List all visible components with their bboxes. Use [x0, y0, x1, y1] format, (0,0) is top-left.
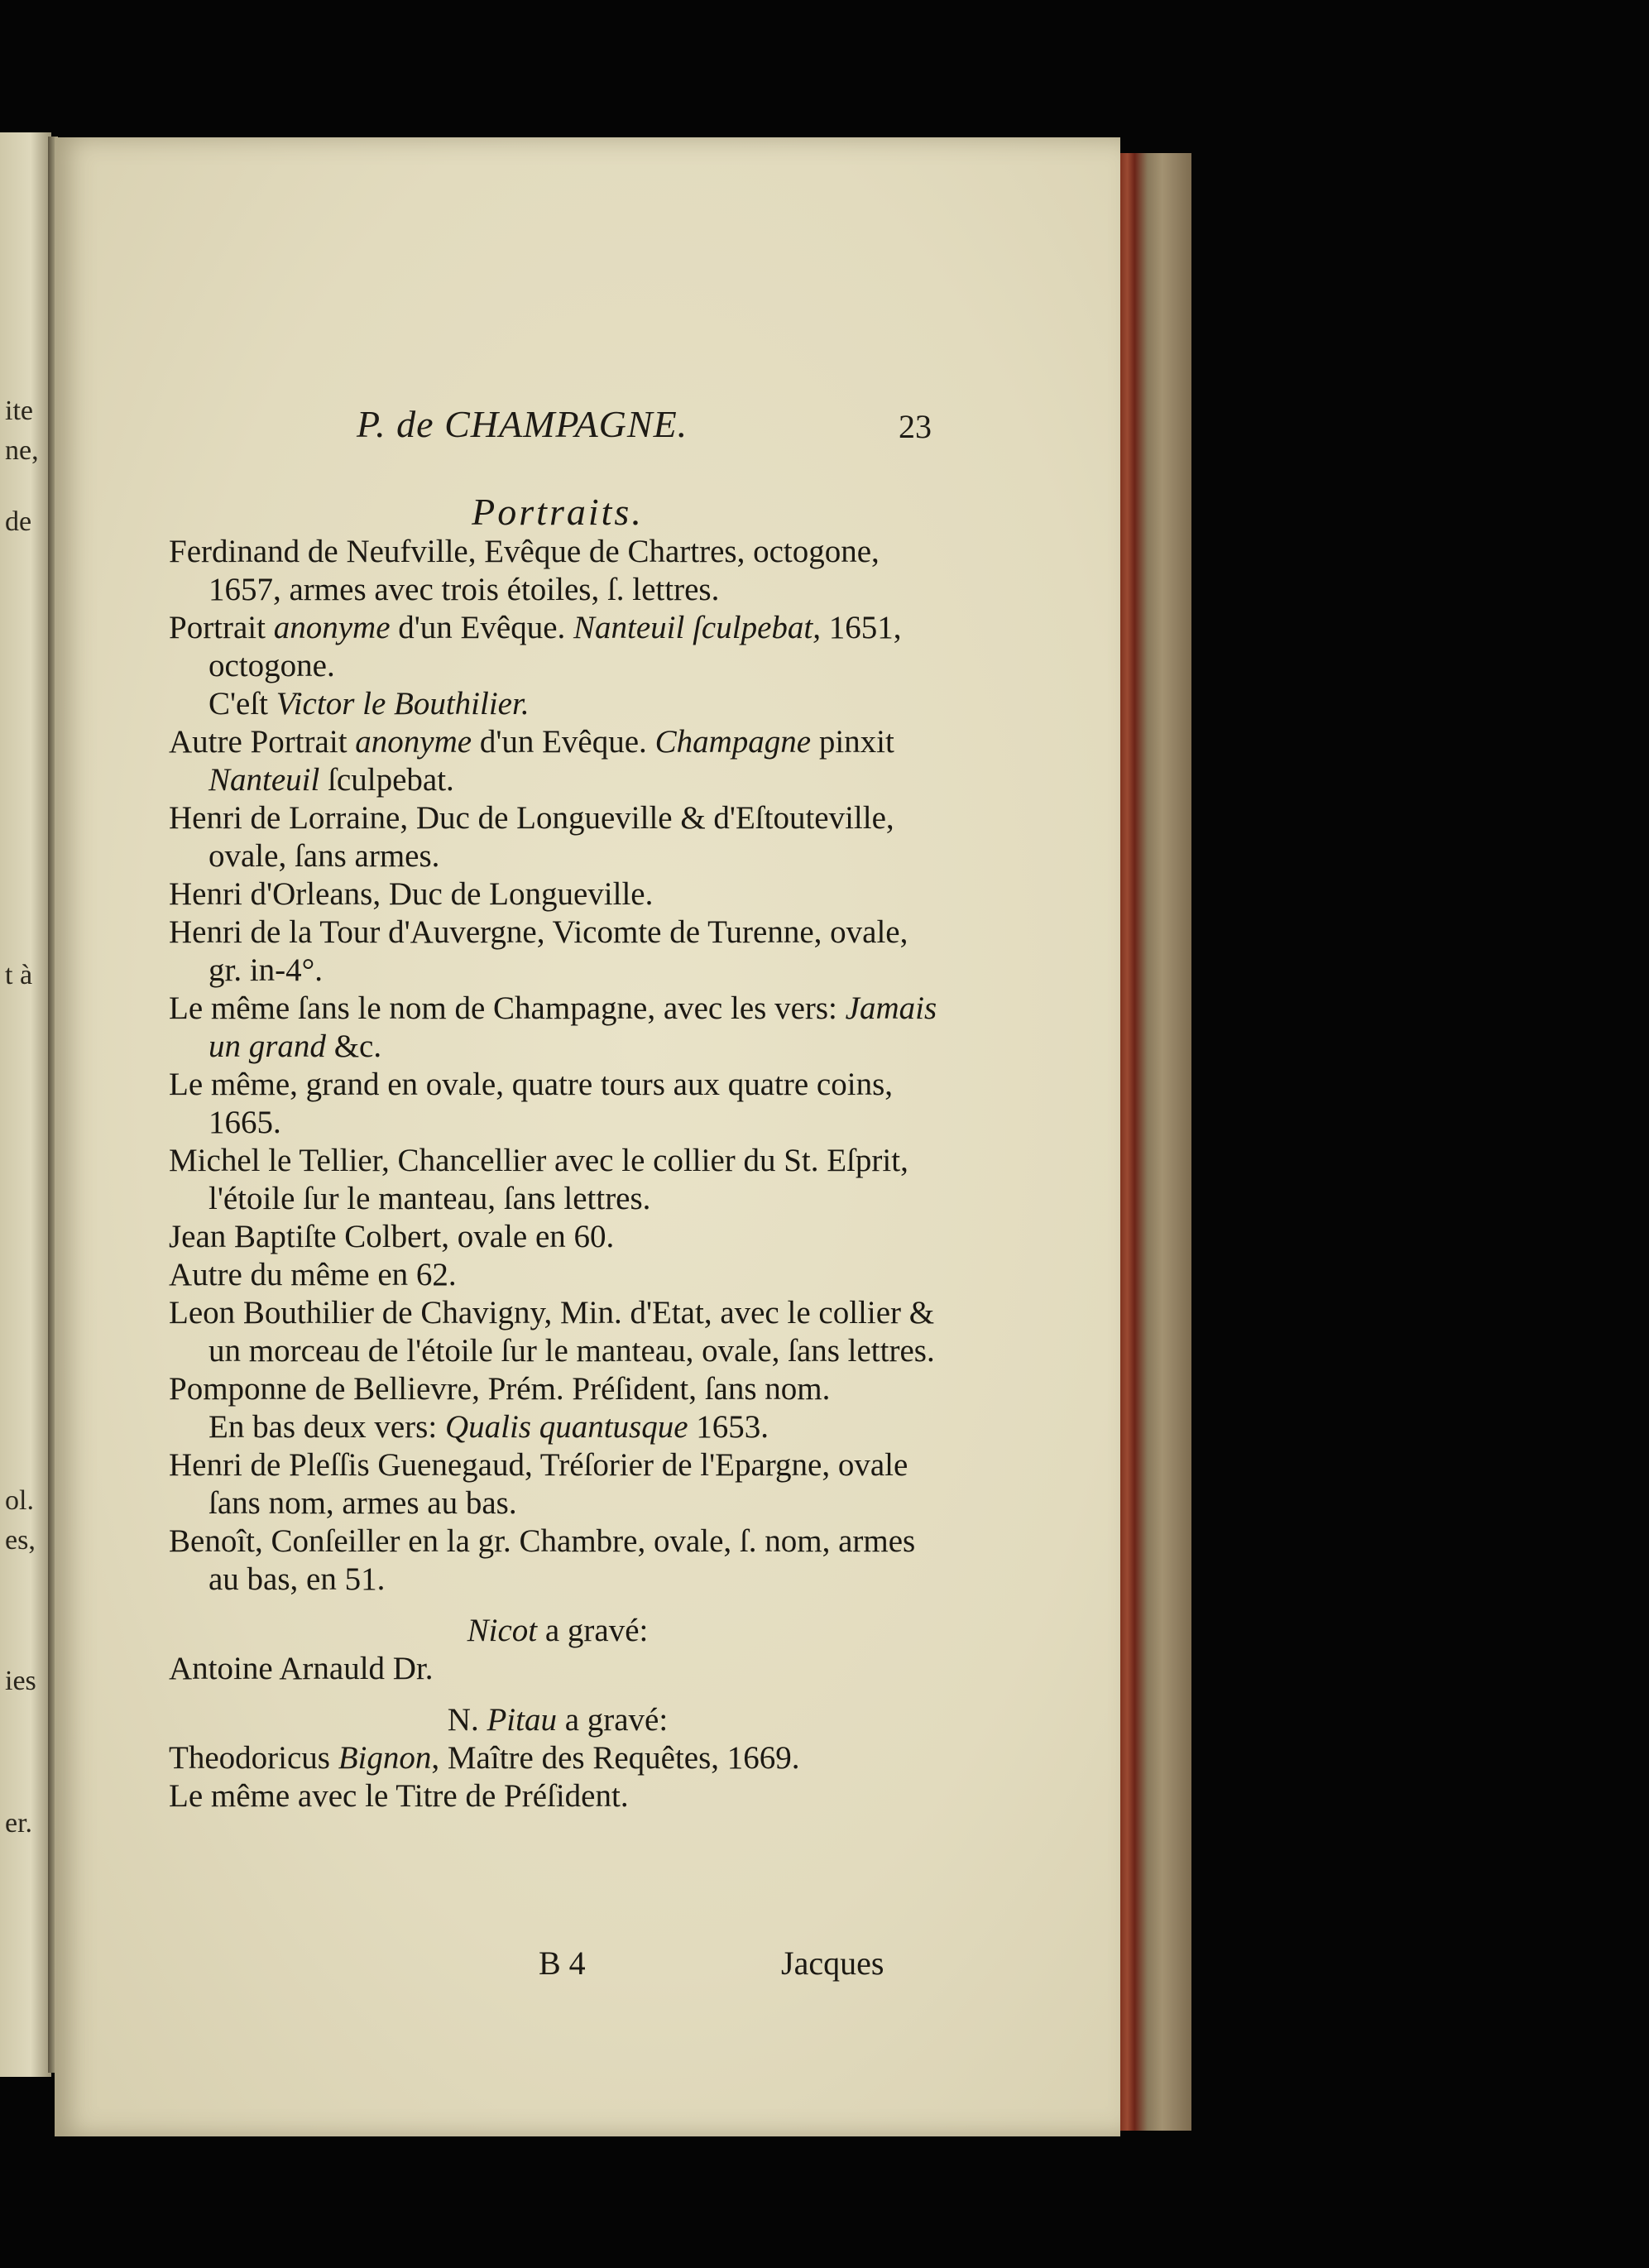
- section-title: Portraits.: [472, 491, 644, 533]
- portrait-entry: [169, 1777, 947, 1815]
- entry-text: Nanteuil: [209, 762, 320, 798]
- portrait-entry: [169, 533, 947, 609]
- entry-text: Michel le Tellier, Chancellier avec le collier du St. Eſprit, l'étoile ſur le manteau, ſans lettres.: [169, 1143, 908, 1216]
- portrait-entry: [169, 1370, 947, 1408]
- left-fragment: ne,: [5, 435, 39, 466]
- entry-text: , Maître des Requêtes, 1669.: [431, 1740, 800, 1776]
- entry-text: Le même avec le Titre de Préſident.: [169, 1778, 629, 1814]
- entry-text: Nanteuil ſculpebat,: [573, 610, 821, 645]
- left-fragment: es,: [5, 1525, 36, 1556]
- entry-text: Henri de la Tour d'Auvergne, Vicomte de Turenne, ovale, gr. in-4°.: [169, 914, 908, 988]
- left-fragment: t à: [5, 960, 33, 990]
- entry-text: Bignon: [338, 1740, 432, 1776]
- entry-text: Pomponne de Bellievre, Prém. Préſident, ſans nom.: [169, 1371, 831, 1407]
- entry-text: Leon Bouthilier de Chavigny, Min. d'Etat, avec le collier & un morceau de l'étoile ſur le manteau, ovale, ſans lettres.: [169, 1295, 935, 1369]
- entry-text: Le même ſans le nom de Champagne, avec les vers:: [169, 990, 846, 1026]
- entry-text: Henri de Pleſſis Guenegaud, Tréſorier de l'Epargne, ovale ſans nom, armes au bas.: [169, 1447, 908, 1521]
- entry-text: Victor le Bouthilier.: [276, 686, 530, 722]
- portrait-entry: [169, 609, 947, 685]
- entry-text: Champagne: [654, 724, 812, 760]
- entry-text: &c.: [325, 1029, 382, 1064]
- entry-text: Ferdinand de Neufville, Evêque de Chartres, octogone, 1657, armes avec trois étoiles, ſ. lettres.: [169, 534, 880, 607]
- entry-text: anonyme: [273, 610, 391, 645]
- entry-text: Autre Portrait: [169, 724, 356, 760]
- entry-text: 1651, octogone.: [209, 610, 902, 683]
- page-number: 23: [899, 408, 932, 445]
- portrait-entry: [169, 723, 947, 799]
- left-fragment: ies: [5, 1666, 36, 1696]
- portrait-entry: [169, 1066, 947, 1142]
- running-head: P. de CHAMPAGNE.: [357, 403, 688, 445]
- entry-text: Le même, grand en ovale, quatre tours aux quatre coins, 1665.: [169, 1067, 894, 1140]
- portrait-entry: [169, 1294, 947, 1370]
- portrait-entry: [169, 1650, 947, 1688]
- portrait-entry: [169, 913, 947, 990]
- signature-mark: B 4: [539, 1944, 586, 1982]
- entry-text: ſculpebat.: [319, 762, 454, 798]
- page-text: [169, 493, 947, 1815]
- entry-text: 1653.: [688, 1409, 769, 1445]
- left-fragment: ol.: [5, 1485, 34, 1516]
- entry-text: anonyme: [355, 724, 472, 760]
- catchword: Jacques: [781, 1944, 884, 1982]
- entry-text: Theodoricus: [169, 1740, 338, 1776]
- portrait-list: [169, 533, 947, 1599]
- left-fragment: er.: [5, 1808, 33, 1839]
- entry-text: En bas deux vers:: [209, 1409, 445, 1445]
- engraver-heading-nicot: [169, 1612, 947, 1650]
- portrait-entry: [169, 1408, 947, 1446]
- portrait-entry: [169, 1142, 947, 1218]
- portrait-entry: [169, 990, 947, 1066]
- left-page-edge: [0, 132, 51, 2077]
- nicot-list: [169, 1650, 947, 1688]
- entry-text: C'eſt: [209, 686, 276, 722]
- portrait-entry: [169, 799, 947, 875]
- engraver-heading-text: a gravé:: [537, 1613, 649, 1648]
- entry-text: d'un Evêque.: [390, 610, 574, 645]
- entry-text: Antoine Arnauld Dr.: [169, 1651, 434, 1686]
- pitau-list: [169, 1739, 947, 1815]
- engraver-heading-text: a gravé:: [556, 1702, 669, 1738]
- entry-text: Qualis quantusque: [444, 1409, 688, 1445]
- engraver-initial: N.: [447, 1702, 487, 1738]
- entry-text: Portrait: [169, 610, 274, 645]
- portrait-entry: [169, 1522, 947, 1599]
- entry-text: Benoît, Conſeiller en la gr. Chambre, ovale, ſ. nom, armes au bas, en 51.: [169, 1523, 916, 1597]
- left-fragment: ite: [5, 396, 33, 426]
- left-fragment: de: [5, 506, 32, 537]
- portrait-entry: [169, 685, 947, 723]
- engraver-name: Pitau: [487, 1702, 557, 1738]
- entry-text: Henri de Lorraine, Duc de Longueville & d'Eſtouteville, ovale, ſans armes.: [169, 800, 894, 874]
- portrait-entry: [169, 1256, 947, 1294]
- entry-text: d'un Evêque.: [472, 724, 655, 760]
- portrait-entry: [169, 1446, 947, 1522]
- entry-text: Jean Baptiſte Colbert, ovale en 60.: [169, 1219, 615, 1254]
- book-cover-edge: [1119, 153, 1191, 2131]
- portrait-entry: [169, 1739, 947, 1777]
- engraver-name: Nicot: [467, 1613, 538, 1648]
- entry-text: Jamais un grand: [209, 990, 937, 1064]
- entry-text: pinxit: [811, 724, 894, 760]
- entry-text: Autre du même en 62.: [169, 1257, 457, 1292]
- portrait-entry: [169, 1218, 947, 1256]
- book-page: [55, 137, 1120, 2136]
- entry-text: Henri d'Orleans, Duc de Longueville.: [169, 876, 654, 912]
- engraver-heading-pitau: [169, 1701, 947, 1739]
- portrait-entry: [169, 875, 947, 913]
